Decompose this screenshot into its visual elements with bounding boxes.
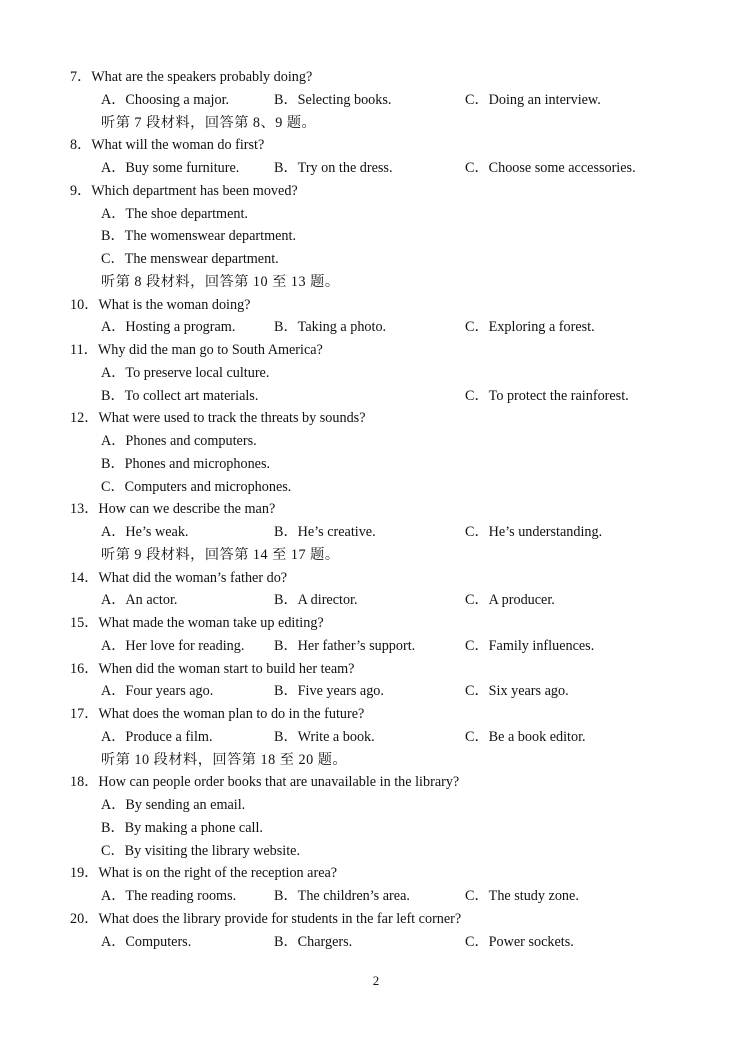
answer-option: A．Produce a film. [101,728,213,745]
answer-option: A．By sending an email. [101,797,246,813]
answer-option: C．A producer. [465,592,555,609]
answer-option: A．Four years ago. [101,683,214,700]
answer-option: B．He’s creative. [274,524,376,540]
answer-option: B．A director. [274,592,358,609]
question-text: 13．How can we describe the man? [70,501,276,518]
answer-option: C．Exploring a forest. [465,319,595,336]
answer-option: B．Phones and microphones. [101,455,271,472]
question-text: 14．What did the woman’s father do? [70,569,288,586]
answer-option: C．To protect the rainforest. [465,387,629,404]
question-text: 11．Why did the man go to South America? [70,342,323,358]
answer-option: C．Family influences. [465,637,595,654]
answer-option: B．Write a book. [274,728,375,745]
question-text: 20．What does the library provide for students in the far left corner? [70,910,462,927]
answer-option: A．Choosing a major. [101,91,230,108]
question-text: 10．What is the woman doing? [70,296,251,313]
question-text: 9．Which department has been moved? [70,182,298,199]
answer-option: C．The study zone. [465,888,579,904]
answer-option: A．Buy some furniture. [101,160,240,176]
answer-option: A．Computers. [101,933,192,950]
question-text: 17．What does the woman plan to do in the future? [70,706,365,722]
answer-option: C．He’s understanding. [465,524,603,540]
answer-option: C．Power sockets. [465,933,574,950]
answer-option: B．To collect art materials. [101,387,259,404]
answer-option: B．Her father’s support. [274,637,416,654]
answer-option: A．An actor. [101,592,178,609]
question-text: 8．What will the woman do first? [70,137,265,154]
section-instruction: 听第 9 段材料，回答第 14 至 17 题。 [101,546,340,563]
answer-option: A．The reading rooms. [101,888,237,904]
answer-option: C．Doing an interview. [465,91,601,108]
answer-option: B．By making a phone call. [101,819,263,836]
question-text: 15．What made the woman take up editing? [70,615,324,631]
answer-option: A．He’s weak. [101,524,189,540]
answer-option: B．Try on the dress. [274,160,393,176]
answer-option: C．Computers and microphones. [101,478,292,495]
answer-option: C．By visiting the library website. [101,842,300,859]
answer-option: B．The children’s area. [274,888,410,904]
question-text: 18．How can people order books that are unavailable in the library? [70,774,460,791]
section-instruction: 听第 7 段材料，回答第 8、9 题。 [101,114,317,131]
answer-option: A．The shoe department. [101,205,248,222]
answer-option: B．The womenswear department. [101,228,297,245]
answer-option: A．Phones and computers. [101,433,257,449]
answer-option: B．Selecting books. [274,91,392,108]
answer-option: A．To preserve local culture. [101,364,270,381]
answer-option: A．Her love for reading. [101,637,245,654]
answer-option: B．Five years ago. [274,683,384,700]
answer-option: C．The menswear department. [101,251,279,267]
answer-option: C．Be a book editor. [465,728,586,745]
answer-option: C．Six years ago. [465,683,569,700]
section-instruction: 听第 10 段材料，回答第 18 至 20 题。 [101,751,348,768]
question-text: 19．What is on the right of the reception area? [70,865,338,882]
answer-option: B．Chargers. [274,933,353,950]
section-instruction: 听第 8 段材料，回答第 10 至 13 题。 [101,273,340,290]
answer-option: A．Hosting a program. [101,319,236,336]
question-text: 7．What are the speakers probably doing? [70,69,313,85]
page-number: 2 [372,973,380,988]
answer-option: C．Choose some accessories. [465,160,636,176]
answer-option: B．Taking a photo. [274,319,387,336]
question-text: 16．When did the woman start to build her team? [70,660,355,677]
question-text: 12．What were used to track the threats by sounds? [70,410,366,427]
